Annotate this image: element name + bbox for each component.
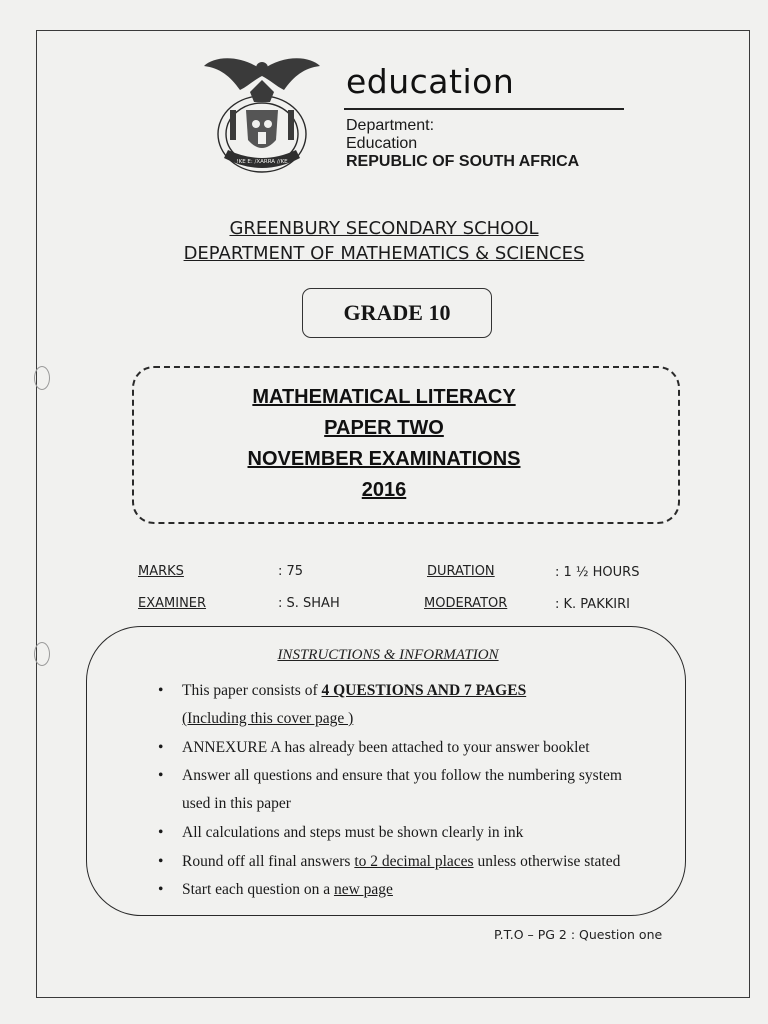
instruction-continuation: (Including this cover page ) bbox=[182, 710, 354, 727]
marks-label: MARKS bbox=[138, 564, 184, 579]
exam-session: NOVEMBER EXAMINATIONS bbox=[247, 448, 521, 470]
coat-of-arms-icon bbox=[200, 46, 324, 178]
rounding-emphasis: to 2 decimal places bbox=[354, 853, 474, 870]
school-department: DEPARTMENT OF MATHEMATICS & SCIENCES bbox=[183, 243, 585, 264]
instructions-heading: INSTRUCTIONS & INFORMATION bbox=[277, 647, 499, 663]
examiner-label: EXAMINER bbox=[138, 596, 207, 611]
footer-note: P.T.O – PG 2 : Question one bbox=[494, 927, 663, 942]
bullet-icon: • bbox=[158, 881, 164, 898]
exam-year: 2016 bbox=[361, 479, 407, 501]
grade-label: GRADE 10 bbox=[343, 300, 451, 325]
examiner-value: : S. SHAH bbox=[278, 596, 340, 611]
school-name: GREENBURY SECONDARY SCHOOL bbox=[229, 218, 539, 239]
bullet-icon: • bbox=[158, 739, 164, 756]
brand-underline bbox=[344, 108, 624, 110]
exam-paper: PAPER TWO bbox=[324, 417, 444, 439]
page-count-emphasis: 4 QUESTIONS AND 7 PAGES bbox=[321, 682, 527, 699]
department-line-2: Education bbox=[346, 135, 418, 152]
duration-value: : 1 ½ HOURS bbox=[555, 565, 640, 580]
instruction-continuation: used in this paper bbox=[182, 795, 291, 812]
department-line-3: REPUBLIC OF SOUTH AFRICA bbox=[346, 153, 580, 170]
grade-box bbox=[302, 288, 492, 338]
moderator-label: MODERATOR bbox=[424, 596, 508, 611]
bullet-icon: • bbox=[158, 824, 164, 841]
bullet-icon: • bbox=[158, 853, 164, 870]
duration-label: DURATION bbox=[427, 564, 495, 579]
marks-value: : 75 bbox=[278, 564, 304, 579]
new-page-emphasis: new page bbox=[333, 881, 393, 898]
department-brand: education bbox=[346, 62, 515, 101]
svg-text:!KE E: /XARRA //KE: !KE E: /XARRA //KE bbox=[236, 159, 288, 165]
bullet-icon: • bbox=[158, 682, 164, 699]
exam-subject: MATHEMATICAL LITERACY bbox=[252, 386, 516, 408]
bullet-icon: • bbox=[158, 767, 164, 784]
department-line-1: Department: bbox=[346, 117, 435, 134]
moderator-value: : K. PAKKIRI bbox=[555, 597, 630, 612]
department-block bbox=[346, 117, 579, 171]
